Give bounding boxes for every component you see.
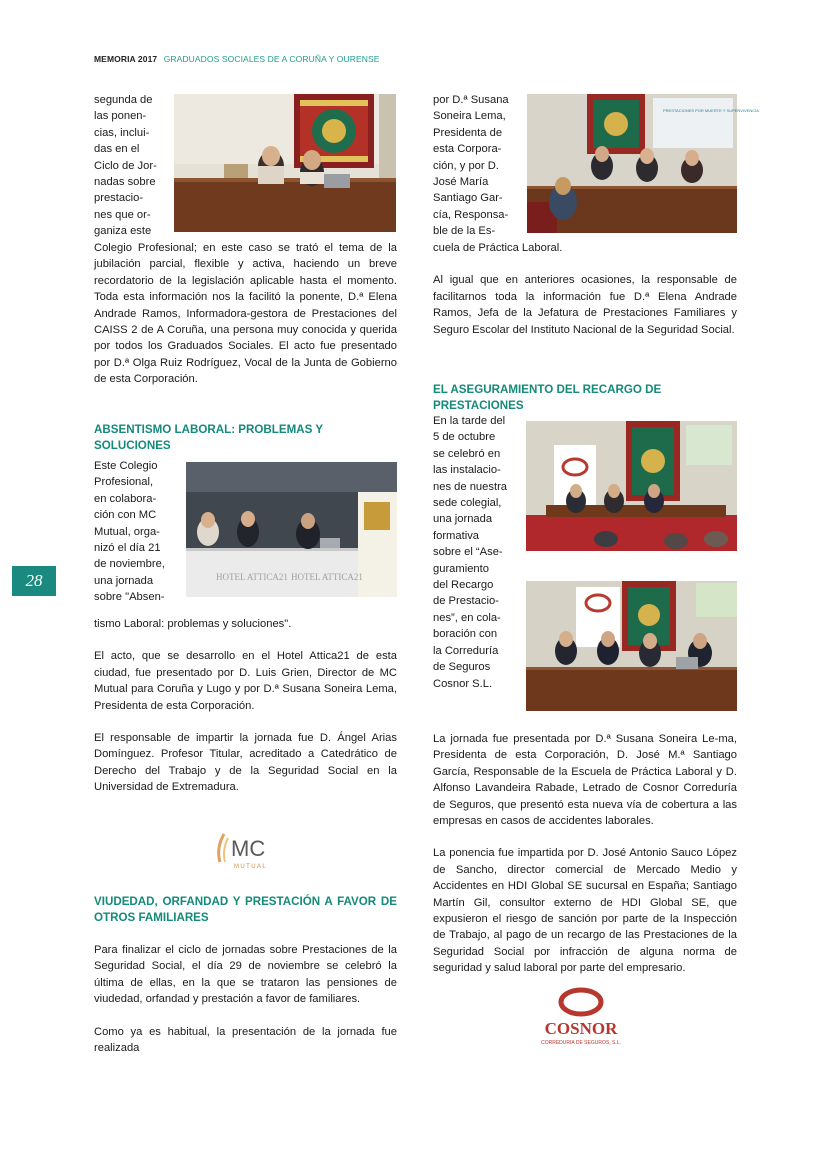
wrap-line: sobre "Absen- [94,591,165,604]
wrap-line: esta Corpora- [433,143,502,156]
wrap-line: sede colegial, [433,497,502,510]
wrap-line: por D.ª Susana [433,94,509,106]
right-section-wrap [433,413,507,692]
wrap-line: segunda de [94,94,153,106]
mc-logo-sub: MUTUAL [234,864,268,870]
photo-viudedad [527,94,759,233]
wrap-line: la Correduría [433,644,499,657]
wrap-line: nes de nuestra [433,480,508,493]
wrap-line: cias, inclui- [94,126,150,139]
paragraph: tismo Laboral: problemas y soluciones". [94,618,292,630]
photo-ponencia-jubilacion [174,94,396,232]
section-title: EL ASEGURAMIENTO DEL RECARGO DE PRESTACIONES [433,383,662,412]
right-intro-lines [433,92,511,240]
wrap-line: Profesional, [94,476,154,489]
paragraph: Al igual que en anteriores ocasiones, la responsable de facilitarnos toda la información fue D.ª Elena Andrade Ramos, Jefa de la Jefatura de Prestaciones Familiares y Seguro Escolar del Instituto Nacional de la Seguridad Social. [433,274,737,336]
hotel-sign: HOTEL ATTICA21 [216,572,288,582]
left-section1-body [94,616,397,812]
wrap-line: nes”, en cola- [433,611,501,624]
wrap-line: guramiento [433,562,489,575]
paragraph: El acto, que se desarrollo en el Hotel Attica21 de esta ciudad, fue presentado por D. Luis Grien, Director de MC Mutual para Coruña y Lugo y por D.ª Susana Soneira Lema, Presidenta de esta Corporación. [94,650,397,712]
wrap-line: de Seguros [433,661,491,674]
mc-mutual-logo [214,826,274,872]
hotel-sign-2: HOTEL ATTICA21 [291,572,363,582]
paragraph: Colegio Profesional; en este caso se trató el tema de la jubilación parcial, flexible y activa, haciendo un breve recordatorio de la legislación aplicable hasta el momento. Toda esta información nos la facilitó la ponente, D.ª Elena Andrade Ramos, Informadora-gestora de Prestaciones del CAISS 2 de A Coruña, una persona muy conocida y querida por todos los Graduados Sociales. El acto fue presentado por D.ª Olga Ruiz Rodríguez, Vocal de la Junta de Gobierno de esta Corporación. [94,242,397,386]
wrap-line: cía, Responsa- [433,208,509,221]
paragraph: cuela de Práctica Laboral. [433,242,563,254]
section-aseguramiento [433,382,737,414]
wrap-line: una jornada [94,574,154,587]
section-absentismo [94,422,397,454]
wrap-line: Soneira Lema, [433,110,506,123]
paragraph: Para finalizar el ciclo de jornadas sobre Prestaciones de la Seguridad Social, el día 29 de noviembre se celebró la última de ellas, en la que se trataron las pensiones de viudedad, orfandad y prestación a favor de familiares. [94,944,397,1006]
cosnor-logo [532,986,630,1048]
cosnor-logo-sub: CORREDURIA DE SEGUROS, S.L. [541,1040,621,1046]
wrap-line: prestacio- [94,192,144,205]
header-label: MEMORIA 2017 [94,54,158,64]
paragraph: La jornada fue presentada por D.ª Susana Soneira Le-ma, Presidenta de esta Corporación, D. José M.ª Santiago García, Responsable de la Escuela de Práctica Laboral y D. Alfonso Lavandeira Rabade, Letrado de Cosnor Correduría de Seguros, que presentó esta nueva vía de cobertura a las empresas en casos de accidentes laborales. [433,733,737,828]
wrap-line: 5 de octubre [433,431,496,444]
wrap-line: boración con [433,628,498,641]
left-intro-rest [94,240,397,404]
wrap-line: Este Colegio [94,460,158,472]
wrap-line: las instalacio- [433,464,501,477]
wrap-line: formativa [433,529,480,542]
wrap-line: ganiza este [94,225,152,238]
wrap-line: ble de la Es- [433,225,496,238]
wrap-line: del Recargo [433,579,494,592]
wrap-line: se celebró en [433,447,501,460]
wrap-line: das en el [94,143,140,156]
wrap-line: de Prestacio- [433,595,499,608]
wrap-line: Santiago Gar- [433,192,503,205]
wrap-line: José María [433,176,489,189]
section-title: VIUDEDAD, ORFANDAD Y PRESTACIÓN A FAVOR DE OTROS FAMILIARES [94,895,397,924]
running-header [94,54,380,64]
section-viudedad [94,894,397,1072]
photo-aseguramiento-2 [526,581,737,711]
paragraph: Como ya es habitual, la presentación de la jornada fue realizada [94,1025,397,1055]
wrap-line: de noviembre, [94,558,165,571]
right-intro-rest [433,240,737,354]
wrap-line: ción, y por D. [433,159,499,172]
left-intro-wrap [94,92,158,240]
wrap-line: nes que or- [94,208,151,221]
left-intro-lines [94,92,158,240]
photo-absentismo [186,462,397,597]
section-title: ABSENTISMO LABORAL: PROBLEMAS Y SOLUCIONES [94,423,323,452]
header-title: GRADUADOS SOCIALES DE A CORUÑA Y OURENSE [163,54,380,64]
screen-text: PRESTACIONES POR MUERTE Y SUPERVIVENCIA [663,108,759,113]
cosnor-logo-text: COSNOR [544,1019,618,1038]
right-intro-wrap [433,92,511,240]
photo-aseguramiento-1 [526,421,737,551]
left-section1-lines [94,458,168,606]
mc-logo-text: MC [231,836,266,861]
page-number: 28 [12,566,56,596]
wrap-line: en colabora- [94,492,157,505]
wrap-line: nadas sobre [94,176,156,189]
wrap-line: Presidenta de [433,126,503,139]
wrap-line: Cosnor S.L. [433,677,493,690]
right-section-lines [433,413,507,692]
paragraph: La ponencia fue impartida por D. José Antonio Sauco López de Sancho, director comercial de Mercado Medio y Accidentes en HDI Global SE sucursal en España; Santiago Martín Gil, consultor externo de HDI Global SE, que expusieron el riesgo de sanción por parte de la Inspección de Trabajo, al pago de un recargo de las Prestaciones de la Seguridad Social por infracción de alguna norma de seguridad y salud laboral por parte del empresario. [433,847,737,975]
wrap-line: una jornada [433,513,493,526]
paragraph: El responsable de impartir la jornada fue D. Ángel Arias Domínguez. Profesor Titular, acreditado a Catedrático de Derecho del Trabajo y de la Seguridad Social en la Universidad de Extremadura. [94,732,397,794]
left-section1-wrap [94,458,168,606]
wrap-line: las ponen- [94,110,147,123]
wrap-line: ción con MC [94,509,157,522]
wrap-line: Mutual, orga- [94,525,160,538]
right-section-body [433,731,737,993]
wrap-line: nizó el día 21 [94,542,161,555]
wrap-line: sobre el “Ase- [433,546,503,559]
wrap-line: Ciclo de Jor- [94,159,157,172]
wrap-line: En la tarde del [433,415,506,427]
